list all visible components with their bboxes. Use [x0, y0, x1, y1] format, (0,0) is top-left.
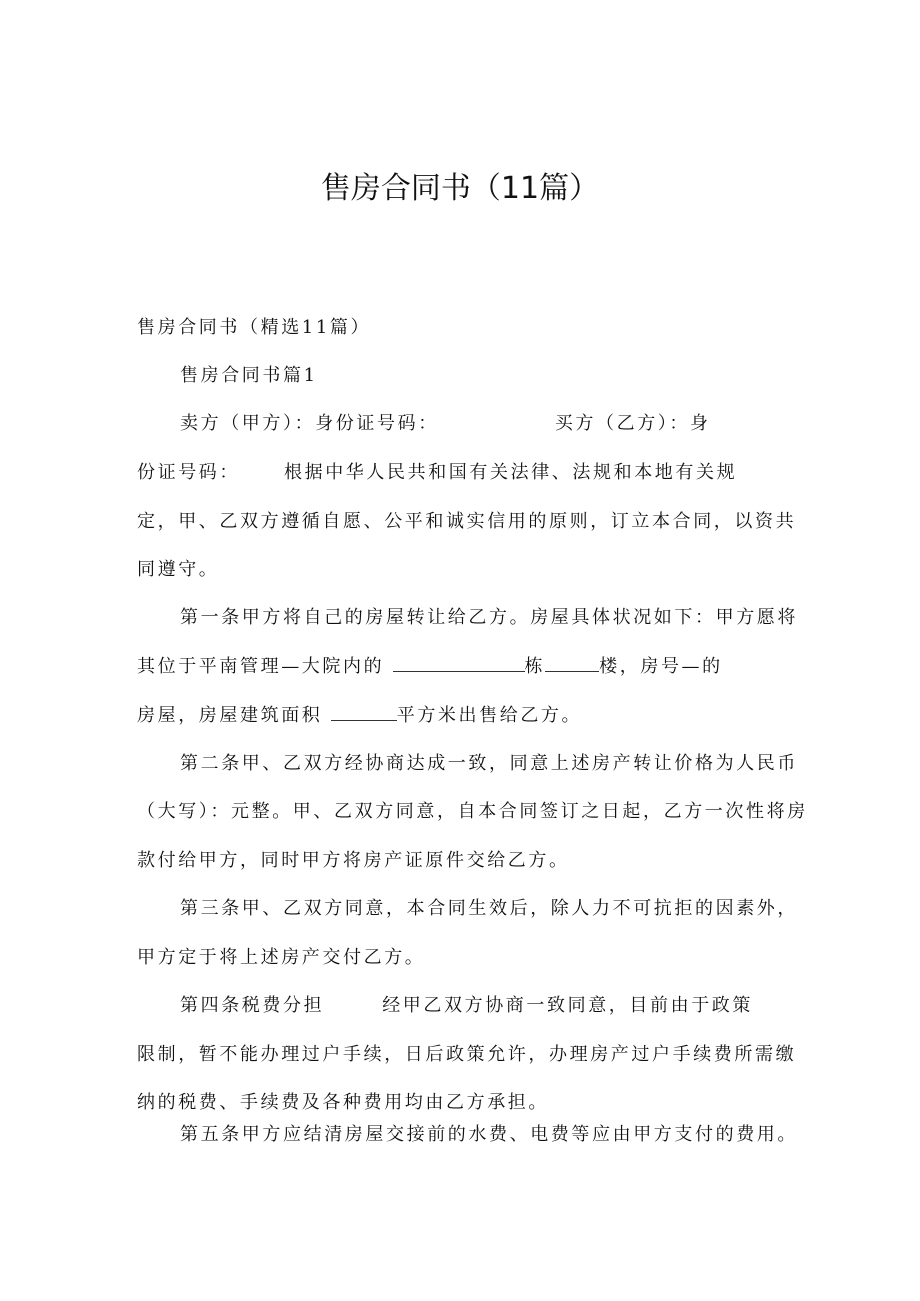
article-4-line-1: 第四条税费分担 经甲乙双方协商一致同意，目前由于政策 [180, 995, 754, 1016]
article-1-line-2: 其位于平南管理—大院内的 栋 楼，房号—的 [137, 656, 723, 677]
article-4-line-3: 纳的税费、手续费及各种费用均由乙方承担。 [137, 1092, 549, 1113]
paragraph-line-2: 份证号码： 根据中华人民共和国有关法律、法规和本地有关规 [137, 462, 738, 483]
article-5-line-1: 第五条甲方应结清房屋交接前的水费、电费等应由甲方支付的费用。 [180, 1124, 798, 1145]
article-1-line-1: 第一条甲方将自己的房屋转让给乙方。房屋具体状况如下：甲方愿将 [180, 607, 798, 628]
paragraph-line-3: 定，甲、乙双方遵循自愿、公平和诚实信用的原则，订立本合同，以资共 [137, 511, 797, 532]
article-2-line-2: （大写）：元整。甲、乙双方同意，自本合同签订之日起，乙方一次性将房 [137, 801, 808, 822]
section-heading: 售房合同书篇1 [180, 365, 318, 386]
article-3-line-1: 第三条甲、乙双方同意，本合同生效后，除人力不可抗拒的因素外， [180, 898, 798, 919]
paragraph-line-4: 同遵守。 [137, 559, 220, 580]
article-3-line-2: 甲方定于将上述房产交付乙方。 [137, 947, 426, 968]
paragraph-line-1 [180, 412, 711, 436]
article-4-line-2: 限制，暂不能办理过户手续，日后政策允许，办理房产过户手续费所需缴 [137, 1044, 797, 1065]
area-blank [331, 704, 397, 721]
article-2-line-1: 第二条甲、乙双方经协商达成一致，同意上述房产转让价格为人民币 [180, 753, 798, 774]
article-1-line-3: 房屋，房屋建筑面积 平方米出售给乙方。 [137, 705, 583, 726]
buyer-id-label: 买方（乙方）：身 [554, 413, 711, 434]
article-2-line-3: 款付给甲方，同时甲方将房产证原件交给乙方。 [137, 850, 570, 871]
document-subtitle: 售房合同书（精选11篇） [137, 317, 372, 338]
document-title: 售房合同书（11篇） [320, 171, 600, 206]
seller-id-label: 卖方（甲方）：身份证号码： [180, 413, 439, 434]
floor-blank [545, 655, 599, 672]
building-blank [393, 655, 525, 672]
